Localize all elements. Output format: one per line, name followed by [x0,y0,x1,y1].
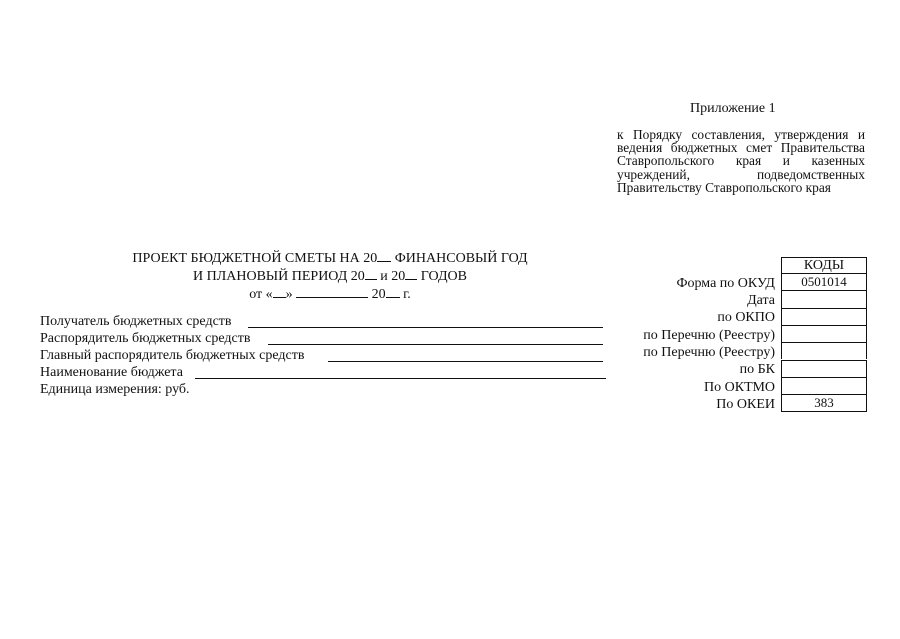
title-date-year: 20 [371,287,386,302]
title-line-2-part-c: ГОДОВ [420,269,467,284]
code-cell-okud[interactable]: 0501014 [781,273,867,290]
code-label-okei: По ОКЕИ [716,397,775,412]
code-cell-registry-2[interactable] [781,342,867,359]
code-row-okei [0,396,900,413]
field-recipient-label: Получатель бюджетных средств [40,314,232,329]
code-row-okud [0,275,900,292]
title-date-suffix: г. [403,287,411,302]
code-cell-bk[interactable] [781,360,867,377]
code-label-okud: Форма по ОКУД [676,276,775,291]
code-row-registry-1 [0,327,900,344]
title-line-2-part-b: и 20 [380,269,406,284]
code-cell-date[interactable] [781,290,867,307]
code-row-okpo [0,309,900,326]
code-label-bk: по БК [739,362,775,377]
field-chief-manager-label: Главный распорядитель бюджетных средств [40,348,305,363]
year-blank [377,249,391,262]
code-cell-oktmo[interactable] [781,377,867,394]
title-date-close: » [285,287,293,302]
code-label-oktmo: По ОКТМО [704,379,775,395]
code-label-date: Дата [747,293,775,308]
title-line-1-part-b: ФИНАНСОВЫЙ ГОД [394,251,528,266]
title-line-1-part-a: ПРОЕКТ БЮДЖЕТНОЙ СМЕТЫ НА 20 [132,251,378,266]
field-manager-label: Распорядитель бюджетных средств [40,331,251,346]
code-label-registry-1: по Перечню (Реестру) [643,327,775,343]
field-unit-label: Единица измерения: руб. [40,382,190,397]
appendix-text: к Порядку составления, утверждения и ведения бюджетных смет Правительства Ставропольского края и казенных учреждений, подведомственных Правительству Ставропольского края [617,127,865,195]
code-row-registry-2 [0,344,900,361]
code-label-registry-2: по Перечню (Реестру) [643,345,775,360]
code-row-oktmo [0,379,900,396]
code-row-date [0,292,900,309]
code-label-okpo: по ОКПО [717,310,775,325]
code-cell-okei[interactable]: 383 [781,394,867,412]
title-line-1 [60,249,600,267]
code-cell-okpo[interactable] [781,308,867,325]
title-line-2-part-a: И ПЛАНОВЫЙ ПЕРИОД 20 [193,269,365,284]
title-date-open: от « [249,287,273,302]
code-cell-registry-1[interactable] [781,325,867,342]
field-budget-name-label: Наименование бюджета [40,365,183,380]
code-row-bk [0,361,900,378]
codes-header: КОДЫ [781,257,867,273]
appendix-title: Приложение 1 [690,101,776,116]
